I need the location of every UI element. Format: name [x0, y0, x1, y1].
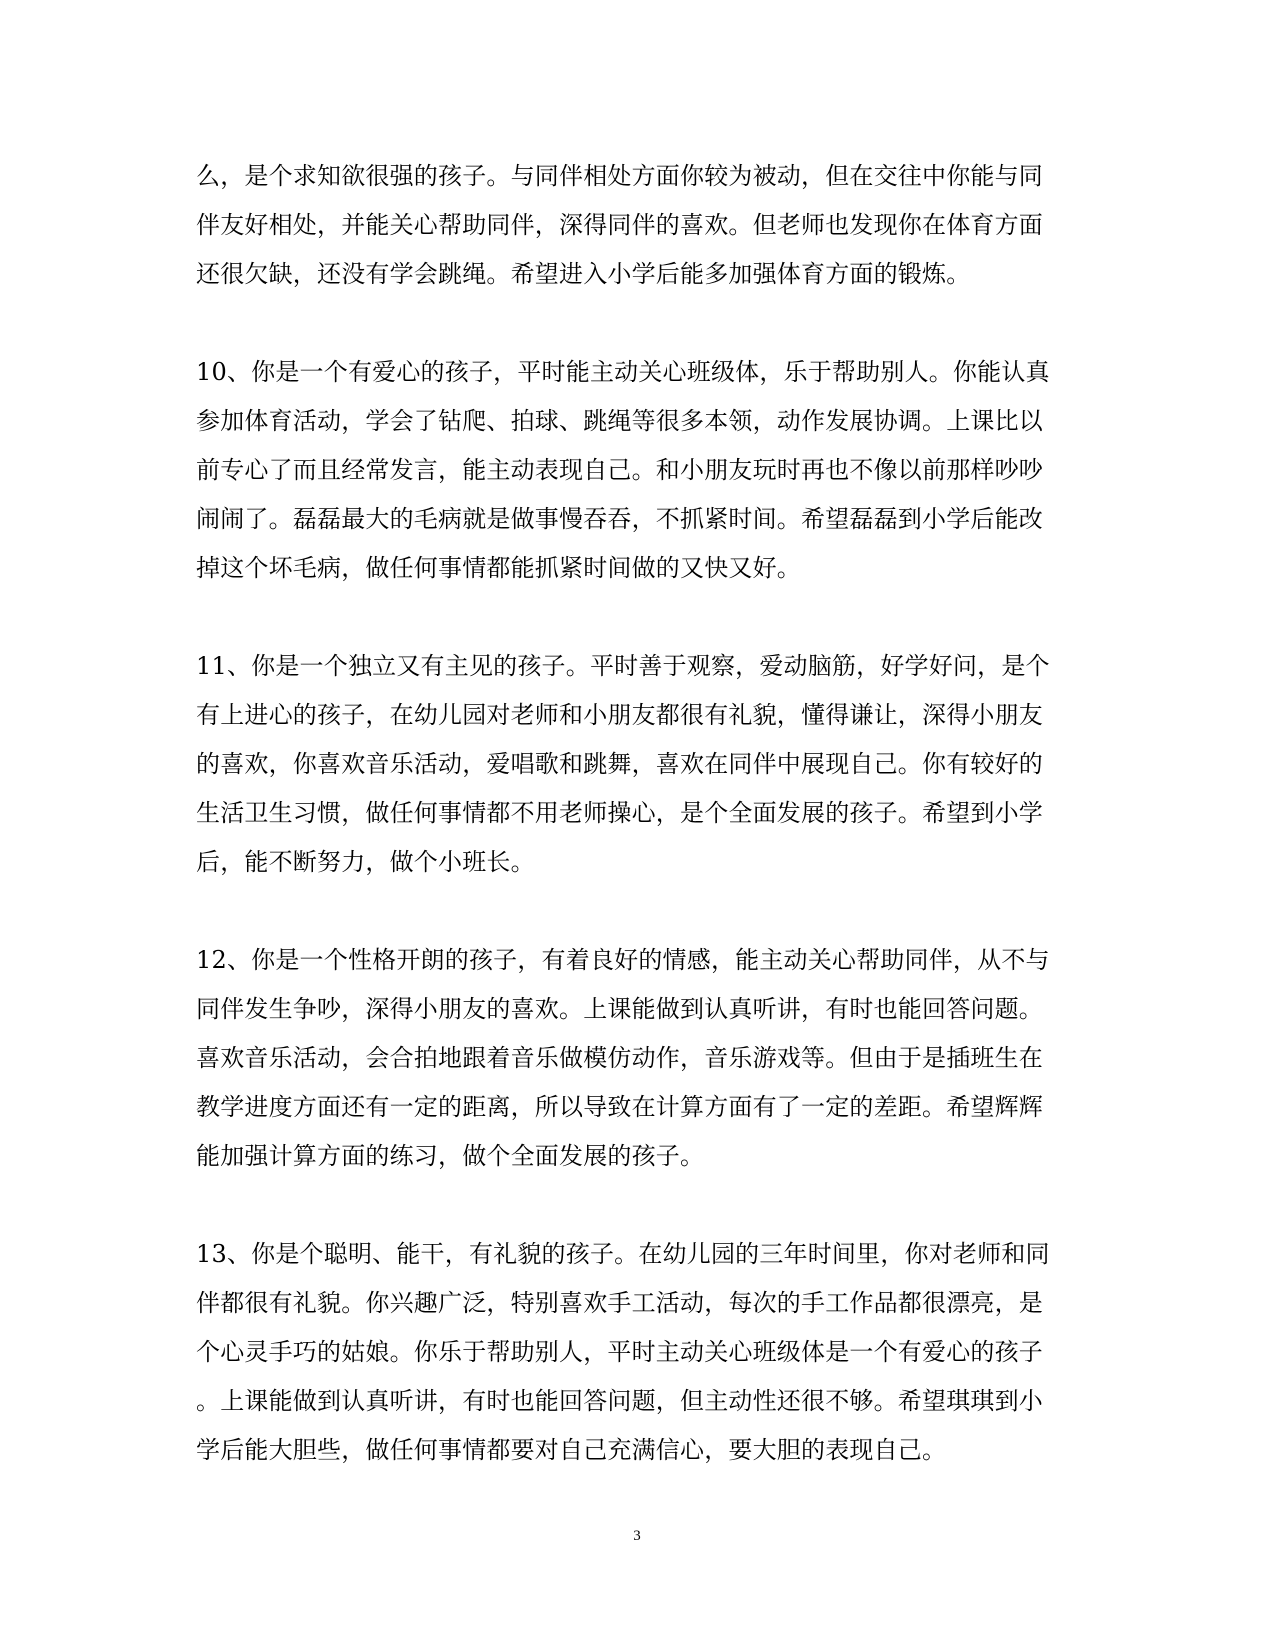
page-number: 3 — [633, 1528, 641, 1544]
paragraph-gap — [196, 887, 1076, 936]
text-line: 后，能不断努力，做个小班长。 — [196, 848, 535, 876]
text-line: 同伴发生争吵，深得小朋友的喜欢。上课能做到认真听讲，有时也能回答问题。 — [196, 995, 1043, 1023]
paragraph-10 — [196, 348, 1076, 593]
text-line: 还很欠缺，还没有学会跳绳。希望进入小学后能多加强体育方面的锻炼。 — [196, 260, 971, 288]
text-line: 闹闹了。磊磊最大的毛病就是做事慢吞吞，不抓紧时间。希望磊磊到小学后能改 — [196, 505, 1043, 533]
paragraph-9-continuation — [196, 152, 1076, 299]
text-line: 教学进度方面还有一定的距离，所以导致在计算方面有了一定的差距。希望辉辉 — [196, 1093, 1043, 1121]
text-line: 个心灵手巧的姑娘。你乐于帮助别人，平时主动关心班级体是一个有爱心的孩子 — [196, 1338, 1043, 1366]
text-line: 么，是个求知欲很强的孩子。与同伴相处方面你较为被动，但在交往中你能与同 — [196, 162, 1043, 190]
text-line: 12、你是一个性格开朗的孩子，有着良好的情感，能主动关心帮助同伴，从不与 — [196, 946, 1050, 974]
paragraph-11 — [196, 642, 1076, 887]
text-line: 学后能大胆些，做任何事情都要对自己充满信心，要大胆的表现自己。 — [196, 1436, 947, 1464]
paragraph-gap — [196, 299, 1076, 348]
paragraph-13 — [196, 1230, 1076, 1475]
text-line: 前专心了而且经常发言，能主动表现自己。和小朋友玩时再也不像以前那样吵吵 — [196, 456, 1043, 484]
text-line: 能加强计算方面的练习，做个全面发展的孩子。 — [196, 1142, 705, 1170]
text-line: 。上课能做到认真听讲，有时也能回答问题，但主动性还很不够。希望琪琪到小 — [196, 1387, 1043, 1415]
text-line: 生活卫生习惯，做任何事情都不用老师操心，是个全面发展的孩子。希望到小学 — [196, 799, 1043, 827]
text-line: 伴友好相处，并能关心帮助同伴，深得同伴的喜欢。但老师也发现你在体育方面 — [196, 211, 1043, 239]
text-line: 伴都很有礼貌。你兴趣广泛，特别喜欢手工活动，每次的手工作品都很漂亮，是 — [196, 1289, 1043, 1317]
text-line: 13、你是个聪明、能干，有礼貌的孩子。在幼儿园的三年时间里，你对老师和同 — [196, 1240, 1050, 1268]
paragraph-gap — [196, 593, 1076, 642]
text-line: 的喜欢，你喜欢音乐活动，爱唱歌和跳舞，喜欢在同伴中展现自己。你有较好的 — [196, 750, 1043, 778]
text-line: 喜欢音乐活动，会合拍地跟着音乐做模仿动作，音乐游戏等。但由于是插班生在 — [196, 1044, 1043, 1072]
document-body — [196, 152, 1076, 1475]
text-line: 参加体育活动，学会了钻爬、拍球、跳绳等很多本领，动作发展协调。上课比以 — [196, 407, 1043, 435]
text-line: 11、你是一个独立又有主见的孩子。平时善于观察，爱动脑筋，好学好问，是个 — [196, 652, 1050, 680]
text-line: 掉这个坏毛病，做任何事情都能抓紧时间做的又快又好。 — [196, 554, 801, 582]
paragraph-gap — [196, 1181, 1076, 1230]
text-line: 10、你是一个有爱心的孩子，平时能主动关心班级体，乐于帮助别人。你能认真 — [196, 358, 1050, 386]
text-line: 有上进心的孩子，在幼儿园对老师和小朋友都很有礼貌，懂得谦让，深得小朋友 — [196, 701, 1043, 729]
paragraph-12 — [196, 936, 1076, 1181]
